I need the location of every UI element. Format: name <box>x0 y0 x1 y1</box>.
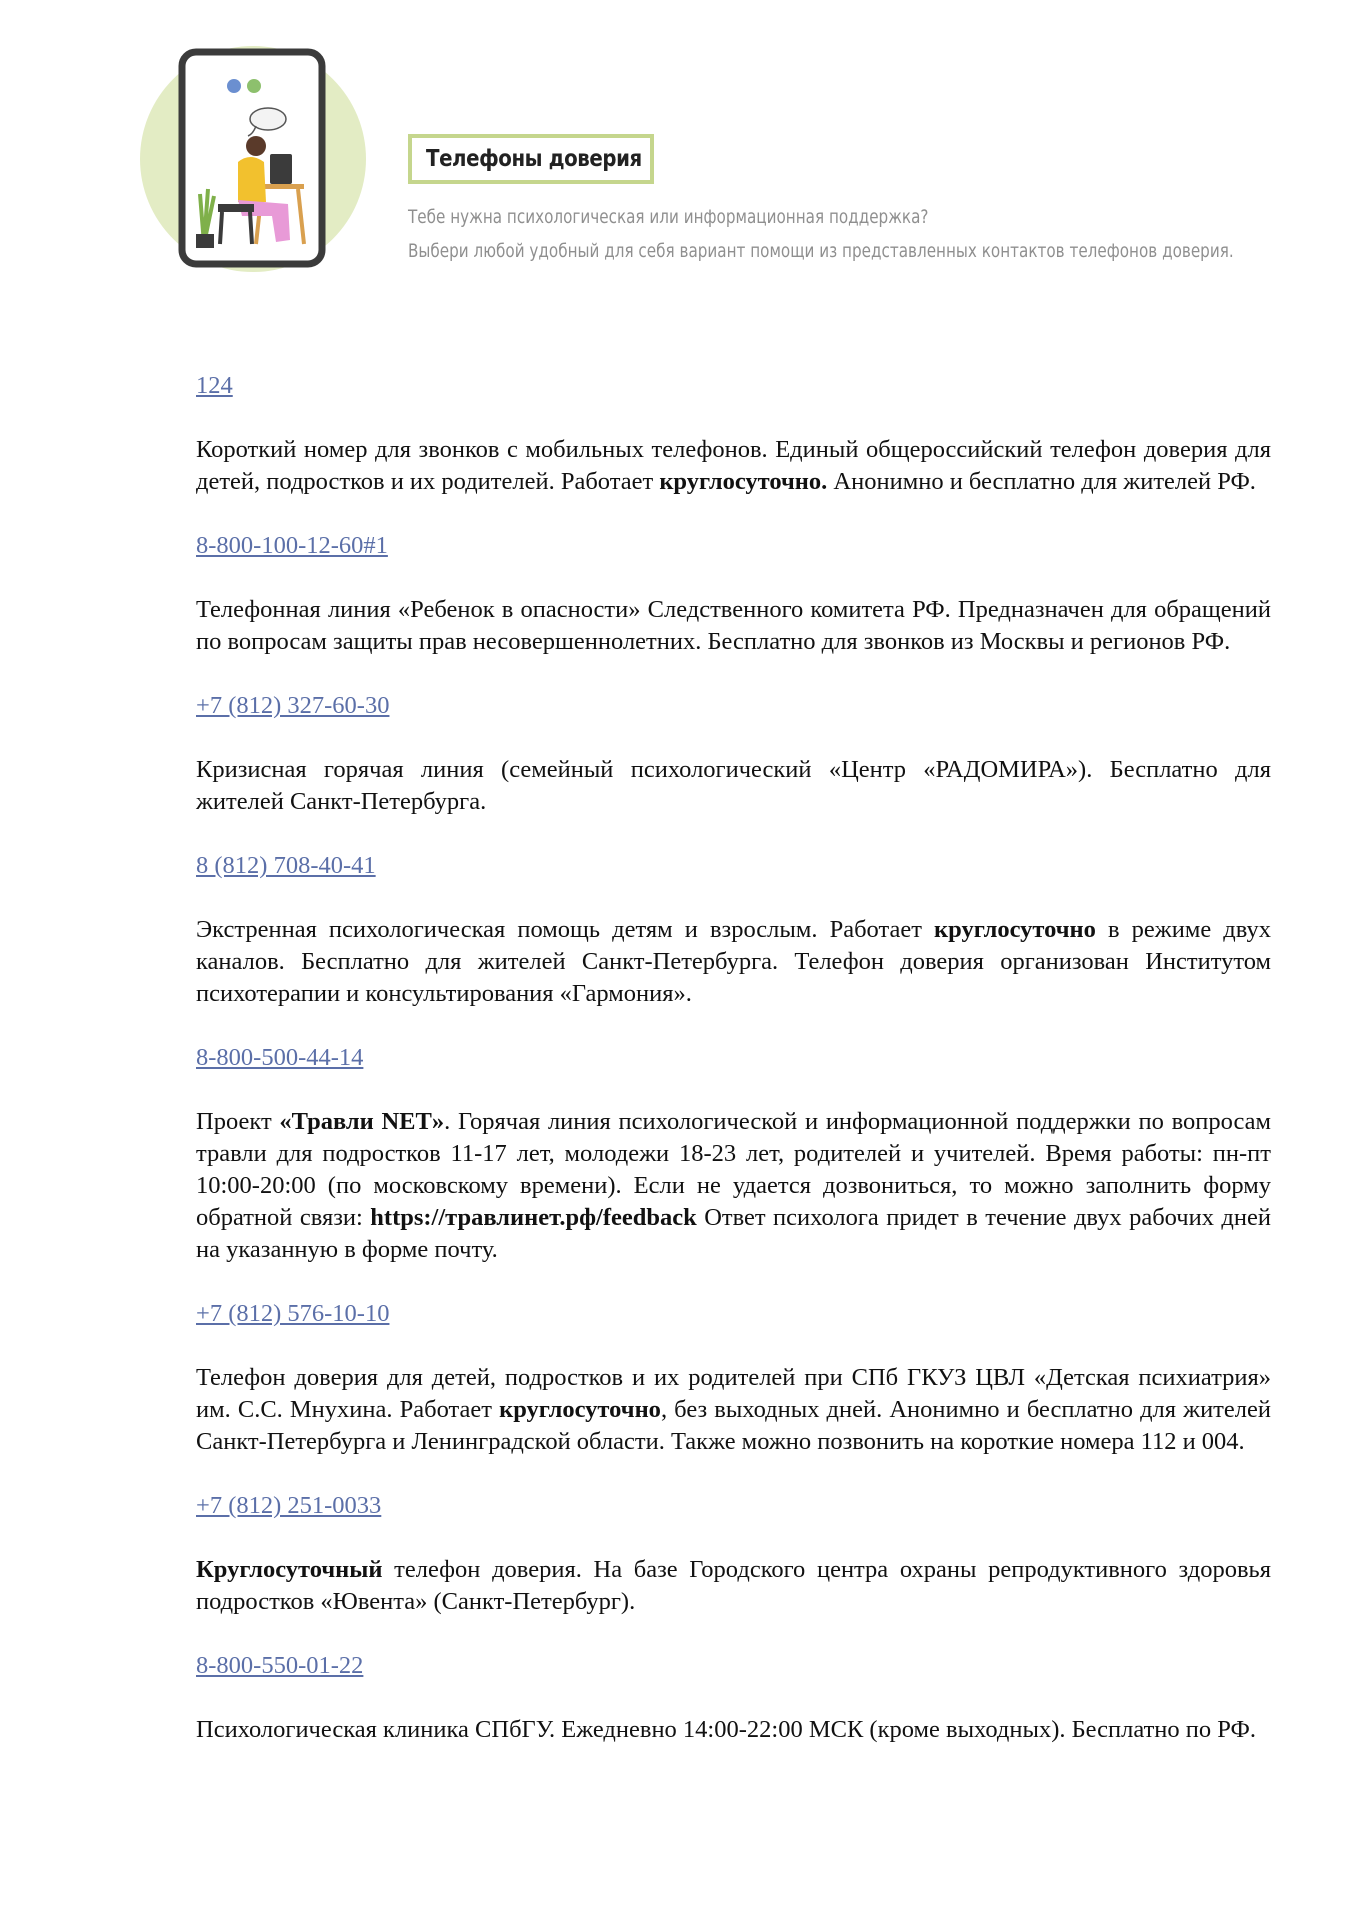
hotline-description: Кризисная горячая линия (семейный психологический «Центр «РАДОМИРА»). Бесплатно для жителей Санкт-Петербурга. <box>196 756 1271 815</box>
phone-link[interactable]: +7 (812) 576-10-10 <box>196 1300 390 1327</box>
hotline-list <box>196 370 1271 1778</box>
hotline-description: Экстренная психологическая помощь детям и взрослым. Работает круглосуточно в режиме двух каналов. Бесплатно для жителей Санкт-Петербурга. Телефон доверия организован Институтом психотерапии и консультирования «Гармония». <box>196 916 1271 1007</box>
hotline-description: Телефон доверия для детей, подростков и их родителей при СПб ГКУЗ ЦВЛ «Детская психиатрия» им. С.С. Мнухина. Работает круглосуточно, без выходных дней. Анонимно и бесплатно для жителей Санкт-Петербурга и Ленинградской области. Также можно позвонить на короткие номера 112 и 004. <box>196 1364 1271 1455</box>
subtitle-line-2: Выбери любой удобный для себя вариант помощи из представленных контактов телефонов доверия. <box>408 240 1234 262</box>
hotline-description: Психологическая клиника СПбГУ. Ежедневно 14:00-22:00 МСК (кроме выходных). Бесплатно по РФ. <box>196 1716 1256 1743</box>
phone-link[interactable]: +7 (812) 251-0033 <box>196 1492 382 1519</box>
page-title: Телефоны доверия <box>426 146 642 172</box>
phone-illustration-icon <box>138 44 368 274</box>
phone-link[interactable]: 8-800-100-12-60#1 <box>196 532 388 559</box>
phone-link[interactable]: 8-800-550-01-22 <box>196 1652 364 1679</box>
phone-link[interactable]: 8 (812) 708-40-41 <box>196 852 376 879</box>
subtitle-line-1: Тебе нужна психологическая или информационная поддержка? <box>408 206 929 228</box>
phone-link[interactable]: 8-800-500-44-14 <box>196 1044 364 1071</box>
hotline-description: Короткий номер для звонков с мобильных телефонов. Единый общероссийский телефон доверия для детей, подростков и их родителей. Работает круглосуточно. Анонимно и бесплатно для жителей РФ. <box>196 436 1271 495</box>
title-box <box>408 134 650 184</box>
hotline-description: Круглосуточный телефон доверия. На базе Городского центра охраны репродуктивного здоровья подростков «Ювента» (Санкт-Петербург). <box>196 1556 1271 1615</box>
phone-link[interactable]: +7 (812) 327-60-30 <box>196 692 390 719</box>
feedback-url: https://травлинет.рф/feedback <box>370 1204 697 1231</box>
hotline-description: Проект «Травли NET». Горячая линия психологической и информационной поддержки по вопросам травли для подростков 11-17 лет, молодежи 18-23 лет, родителей и учителей. Время работы: пн-пт 10:00-20:00 (по московскому времени). Если не удается дозвониться, то можно заполнить форму обратной связи: https://травлинет.рф/feedback Ответ психолога придет в течение двух рабочих дней на указанную в форме почту. <box>196 1108 1272 1263</box>
phone-link[interactable]: 124 <box>196 372 233 399</box>
hotline-description: Телефонная линия «Ребенок в опасности» Следственного комитета РФ. Предназначен для обращений по вопросам защиты прав несовершеннолетних. Бесплатно для звонков из Москвы и регионов РФ. <box>196 596 1271 655</box>
